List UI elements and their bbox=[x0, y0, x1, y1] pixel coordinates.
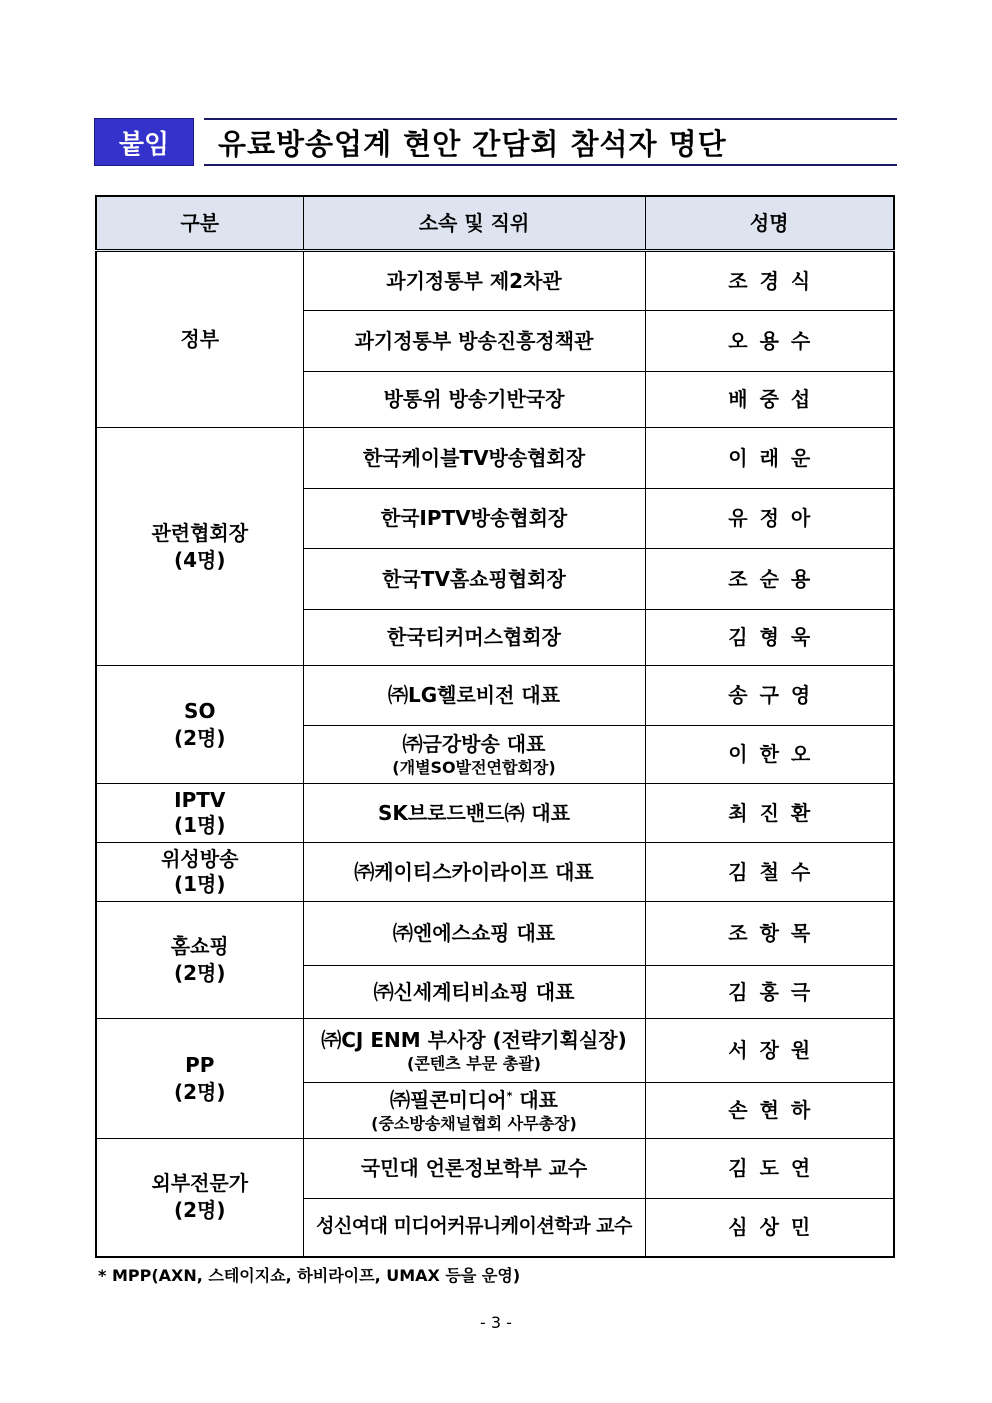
affiliation-cell: ㈜엔에스쇼핑 대표 bbox=[303, 902, 645, 966]
affiliation-cell bbox=[303, 1019, 645, 1083]
category-count: (4명) bbox=[173, 547, 226, 572]
category-count: (2명) bbox=[173, 725, 226, 750]
table-header-row bbox=[96, 196, 894, 251]
affiliation-cell: 과기정통부 제2차관 bbox=[303, 251, 645, 311]
category-label: IPTV bbox=[174, 788, 226, 812]
affiliation-cell: 국민대 언론정보학부 교수 bbox=[303, 1139, 645, 1199]
affiliation-sub: (중소방송채널협회 사무총장) bbox=[371, 1114, 577, 1134]
category-label: 홈쇼핑 bbox=[170, 934, 229, 958]
category-label: 정부 bbox=[180, 327, 220, 351]
affiliation-main: ㈜CJ ENM 부사장 (전략기획실장) bbox=[321, 1028, 627, 1053]
affiliation-main: ㈜금강방송 대표 bbox=[402, 732, 546, 757]
affiliation-cell: ㈜신세계티비쇼핑 대표 bbox=[303, 966, 645, 1019]
affiliation-cell: 한국IPTV방송협회장 bbox=[303, 489, 645, 549]
attendee-name: 손현하 bbox=[645, 1083, 894, 1139]
affiliation-cell: ㈜케이티스카이라이프 대표 bbox=[303, 843, 645, 902]
affiliation-cell: 성신여대 미디어커뮤니케이션학과 교수 bbox=[303, 1199, 645, 1257]
attendee-name: 이래운 bbox=[645, 428, 894, 489]
attendee-name: 송구영 bbox=[645, 666, 894, 726]
attendee-name: 심상민 bbox=[645, 1199, 894, 1257]
attendee-name: 김형욱 bbox=[645, 610, 894, 666]
category-count: (2명) bbox=[173, 1198, 226, 1223]
attendee-name: 이한오 bbox=[645, 726, 894, 784]
attendee-name: 김철수 bbox=[645, 843, 894, 902]
affiliation-cell: SK브로드밴드㈜ 대표 bbox=[303, 784, 645, 843]
table-row bbox=[96, 1139, 894, 1199]
category-cell bbox=[96, 902, 303, 1019]
attendee-name: 배중섭 bbox=[645, 372, 894, 428]
category-cell bbox=[96, 1139, 303, 1257]
category-label: 외부전문가 bbox=[151, 1171, 249, 1196]
header-name: 성명 bbox=[645, 196, 894, 251]
category-cell bbox=[96, 843, 303, 902]
affiliation-cell: 과기정통부 방송진흥정책관 bbox=[303, 311, 645, 372]
affiliation-cell: 한국케이블TV방송협회장 bbox=[303, 428, 645, 489]
attachment-badge: 붙임 bbox=[94, 118, 194, 166]
attendee-name: 조경식 bbox=[645, 251, 894, 311]
table-row bbox=[96, 902, 894, 966]
affiliation-sub: (콘텐츠 부문 총괄) bbox=[407, 1054, 541, 1074]
category-cell bbox=[96, 666, 303, 784]
table-row bbox=[96, 666, 894, 726]
attendee-name: 조항목 bbox=[645, 902, 894, 966]
category-label: 위성방송 bbox=[161, 847, 239, 871]
affiliation-cell: 한국TV홈쇼핑협회장 bbox=[303, 549, 645, 610]
affiliation-sub: (개별SO발전연합회장) bbox=[392, 758, 556, 778]
category-cell bbox=[96, 428, 303, 666]
affiliation-main: ㈜필콘미디어 bbox=[390, 1088, 507, 1113]
attendee-name: 김도연 bbox=[645, 1139, 894, 1199]
affiliation-tail: 대표 bbox=[512, 1088, 558, 1113]
attendee-name: 유정아 bbox=[645, 489, 894, 549]
attendee-name: 최진환 bbox=[645, 784, 894, 843]
attendee-name: 김홍극 bbox=[645, 966, 894, 1019]
table-row bbox=[96, 784, 894, 843]
category-cell bbox=[96, 784, 303, 843]
table-row bbox=[96, 843, 894, 902]
affiliation-cell bbox=[303, 726, 645, 784]
affiliation-cell bbox=[303, 1083, 645, 1139]
category-count: (2명) bbox=[173, 1079, 226, 1104]
header-affiliation: 소속 및 직위 bbox=[303, 196, 645, 251]
category-count: (1명) bbox=[173, 813, 226, 837]
footnote-mark: * bbox=[506, 1089, 513, 1103]
table-row bbox=[96, 251, 894, 311]
affiliation-cell: 한국티커머스협회장 bbox=[303, 610, 645, 666]
page-number: - 3 - bbox=[480, 1313, 512, 1332]
table-row bbox=[96, 428, 894, 489]
document-title: 유료방송업계 현안 간담회 참석자 명단 bbox=[218, 126, 727, 161]
category-label: SO bbox=[184, 698, 216, 723]
category-cell bbox=[96, 251, 303, 428]
document-header bbox=[94, 118, 897, 166]
attendee-name: 조순용 bbox=[645, 549, 894, 610]
attendee-name: 서장원 bbox=[645, 1019, 894, 1083]
footnote: * MPP(AXN, 스테이지쇼, 하비라이프, UMAX 등을 운영) bbox=[98, 1266, 521, 1285]
category-cell bbox=[96, 1019, 303, 1139]
title-box bbox=[204, 118, 897, 166]
affiliation-cell: 방통위 방송기반국장 bbox=[303, 372, 645, 428]
category-label: 관련협회장 bbox=[151, 520, 249, 545]
attendee-name: 오용수 bbox=[645, 311, 894, 372]
affiliation-cell: ㈜LG헬로비전 대표 bbox=[303, 666, 645, 726]
attendee-table bbox=[95, 195, 895, 1258]
category-count: (2명) bbox=[173, 961, 226, 985]
category-label: PP bbox=[185, 1052, 215, 1077]
category-count: (1명) bbox=[173, 872, 226, 896]
table-row bbox=[96, 1019, 894, 1083]
header-category: 구분 bbox=[96, 196, 303, 251]
